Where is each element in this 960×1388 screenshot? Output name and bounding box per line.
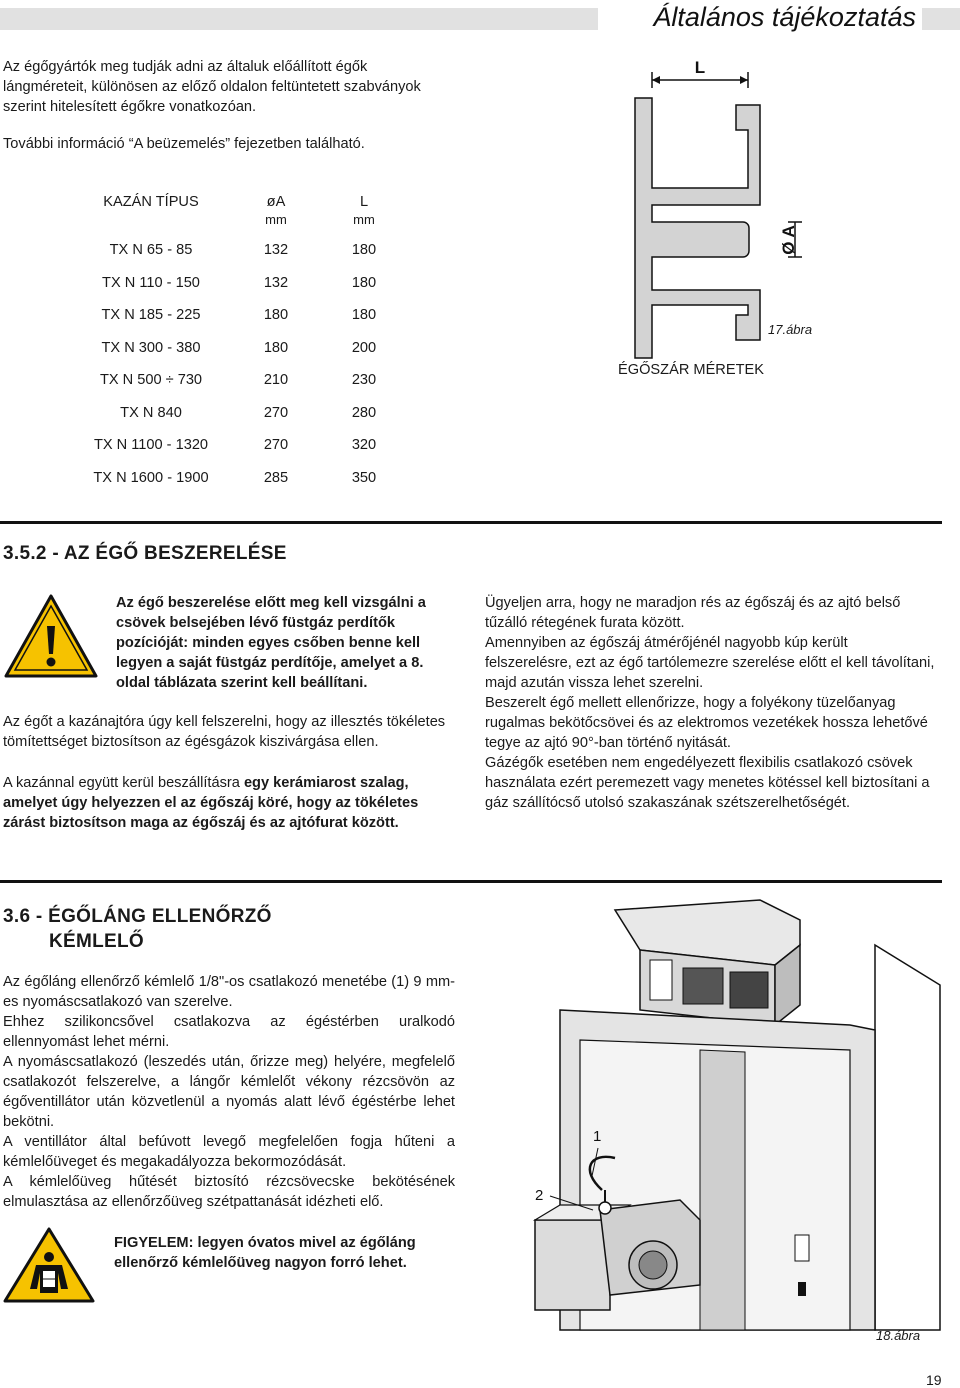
column-header-length: L: [359, 194, 369, 210]
table-header-row: [72, 192, 406, 212]
table-row: [72, 267, 406, 300]
table-cell: 180: [351, 274, 377, 291]
figure-17-caption: ÉGŐSZÁR MÉRETEK: [618, 362, 764, 378]
section-352-right-column: [485, 593, 937, 813]
table-cell: TX N 300 - 380: [101, 339, 201, 356]
s36-paragraph: A ventillátor által befúvott levegő megfelelően fogja hűteni a kémlelőüveget és megakadályozza bekormozódását.: [3, 1134, 455, 1170]
mounting-paragraph: Az égőt a kazánajtóra úgy kell felszerelni, hogy az illesztés tökéletes tömítettséget biztosítson az égésgázok kiszivárgása ellen.: [3, 714, 446, 750]
table-cell: 180: [351, 242, 377, 259]
callout-2: 2: [535, 1187, 544, 1204]
table-cell: 280: [351, 404, 377, 421]
table-cell: TX N 500 ÷ 730: [99, 372, 203, 389]
section-divider: [0, 521, 942, 524]
table-row: [72, 429, 406, 462]
burner-flange-shape: [635, 98, 760, 358]
figure-17-label: 17.ábra: [768, 322, 813, 337]
table-cell: TX N 65 - 85: [109, 242, 193, 259]
table-row: [72, 234, 406, 267]
table-row: [72, 462, 406, 495]
s36-paragraph: A kémlelőüveg hűtését biztosító rézcsövecske bekötésének elmulasztása az ellenőrzőüveg szétpattanását idézheti elő.: [3, 1174, 455, 1210]
table-cell: 180: [263, 339, 289, 356]
section-36-heading-line1: 3.6 - ÉGŐLÁNG ELLENŐRZŐ: [3, 906, 272, 927]
table-row: [72, 299, 406, 332]
column-header-diameter: øA: [266, 194, 286, 210]
figure-18-label: 18.ábra: [876, 1328, 921, 1343]
table-cell: 270: [263, 437, 289, 454]
more-info-text: További információ “A beüzemelés” fejezetben található.: [3, 136, 365, 152]
table-cell: 320: [351, 437, 377, 454]
warning-text: Az égő beszerelése előtt meg kell vizsgálni a csövek belsejében lévő füstgáz perdítők pozícióját: minden egyes csőben benne kell legyen a saját füstgáz perdítője, amelyet a 8. oldal táblázata szerint kell beállítani.: [116, 595, 426, 691]
right-paragraph: Gázégők esetében nem engedélyezett flexibilis csatlakozó csövek használata ezért peremezett vagy menetes kötéssel kell biztosítani a gáz szállítócső utolsó szakaszának szétszerelhetőségét.: [485, 755, 930, 811]
intro-paragraph: Az égőgyártók meg tudják adni az általuk előállított égők lángméreteit, különösen az előző oldalon feltüntetett szabványok szerint hitelesített égőkre vonatkozóan.: [3, 59, 421, 115]
right-paragraph: Ügyeljen arra, hogy ne maradjon rés az égőszáj és az ajtó belső tűzálló rétegének furata között.: [485, 595, 901, 631]
unit-cell: mm: [265, 212, 287, 227]
table-cell: 180: [263, 307, 289, 324]
boiler-side-panel: [875, 945, 940, 1330]
table-units-row: [72, 212, 406, 234]
fan-inlet-grille: [639, 1251, 667, 1279]
table-cell: 210: [263, 372, 289, 389]
column-header-type: KAZÁN TÍPUS: [103, 194, 199, 210]
arrowhead: [652, 76, 660, 84]
s36-paragraph: Ehhez szilikoncsővel csatlakozva az égéstérben uralkodó ellennyomást lehet mérni.: [3, 1014, 455, 1050]
s36-paragraph: Az égőláng ellenőrző kémlelő 1/8"-os csatlakozó menetébe (1) 9 mm-es nyomáscsatlakozó van szerelve.: [3, 974, 455, 1010]
burner-head-dimension-drawing: [600, 40, 960, 360]
table-cell: TX N 185 - 225: [101, 307, 201, 324]
door-insulation: [700, 1050, 745, 1330]
right-paragraph: Amennyiben az égőszáj átmérőjénél nagyobb kúp került felszerelésre, ezt az égő tartólemezre szerelése előtt el kell távolítani, majd azután vissza lehet szerelni.: [485, 635, 935, 691]
protective-clothing-icon: [3, 1227, 95, 1303]
ceramic-strip-paragraph: [3, 773, 448, 833]
burner-housing: [535, 1220, 610, 1310]
table-row: [72, 332, 406, 365]
boiler-burner-illustration: [505, 890, 960, 1340]
table-cell: TX N 840: [120, 404, 182, 421]
header-bar-right: [922, 8, 960, 30]
header-bar-left: [0, 8, 598, 30]
control-panel-display: [683, 968, 723, 1004]
dimension-label-diameter: Ø A: [779, 225, 798, 255]
right-paragraph: Beszerelt égő mellett ellenőrizze, hogy a folyékony tüzelőanyag rugalmas bekötőcsövei és az elektromos vezetékek hossza lehetővé tegye az ajtó 90°-ban történő nyitását.: [485, 695, 928, 751]
table-row: [72, 364, 406, 397]
s36-paragraph: A nyomáscsatlakozó (leszedés után, őrizze meg) helyére, megfelelő csatlakozót felszerelve, a lángőr kémlelőt vékony rézcsövön az égőventillátor után közvetlenül a nyomás alatt lévő égéstérbe lehet bekötni.: [3, 1054, 455, 1130]
section-divider: [0, 880, 942, 883]
table-cell: 230: [351, 372, 377, 389]
callout-1: 1: [593, 1128, 602, 1145]
warning-triangle-icon: [3, 592, 99, 680]
table-cell: 132: [263, 274, 289, 291]
table-cell: 200: [351, 339, 377, 356]
ceramic-strip-lead: A kazánnal együtt kerül beszállításra: [3, 775, 244, 791]
door-latch: [795, 1235, 809, 1261]
table-cell: TX N 1100 - 1320: [93, 437, 209, 454]
page-number: 19: [926, 1372, 942, 1388]
control-panel-switches: [650, 960, 672, 1000]
boiler-dimension-table: [72, 192, 406, 494]
table-cell: TX N 110 - 150: [102, 274, 200, 291]
section-36-heading-line2: KÉMLELŐ: [49, 931, 144, 952]
unit-cell: [72, 212, 230, 234]
unit-cell: mm: [353, 212, 375, 227]
table-cell: 350: [351, 469, 377, 486]
table-cell: TX N 1600 - 1900: [93, 469, 209, 486]
section-36-heading: [3, 904, 272, 954]
control-panel-display: [730, 972, 768, 1008]
table-cell: 270: [263, 404, 289, 421]
page-header-title: Általános tájékoztatás: [653, 2, 916, 32]
table-cell: 180: [351, 307, 377, 324]
ceramic-strip-bold: egy kerámiarost szalag, amelyet úgy helyezzen el az égőszáj köré, hogy az tökéletes zárást biztosítson maga az égőszáj és az ajtófurat között.: [3, 775, 419, 831]
table-cell: 285: [263, 469, 289, 486]
table-row: [72, 397, 406, 430]
section-352-heading: 3.5.2 - AZ ÉGŐ BESZERELÉSE: [3, 543, 287, 564]
door-hinge: [798, 1282, 806, 1296]
dimension-label-l: L: [694, 58, 706, 77]
section-36-text: [3, 972, 455, 1212]
inspection-window: [599, 1202, 611, 1214]
table-cell: 132: [263, 242, 289, 259]
caution-text: FIGYELEM: legyen óvatos mivel az égőláng ellenőrző kémlelőüveg nagyon forró lehet.: [114, 1235, 416, 1271]
arrowhead: [740, 76, 748, 84]
